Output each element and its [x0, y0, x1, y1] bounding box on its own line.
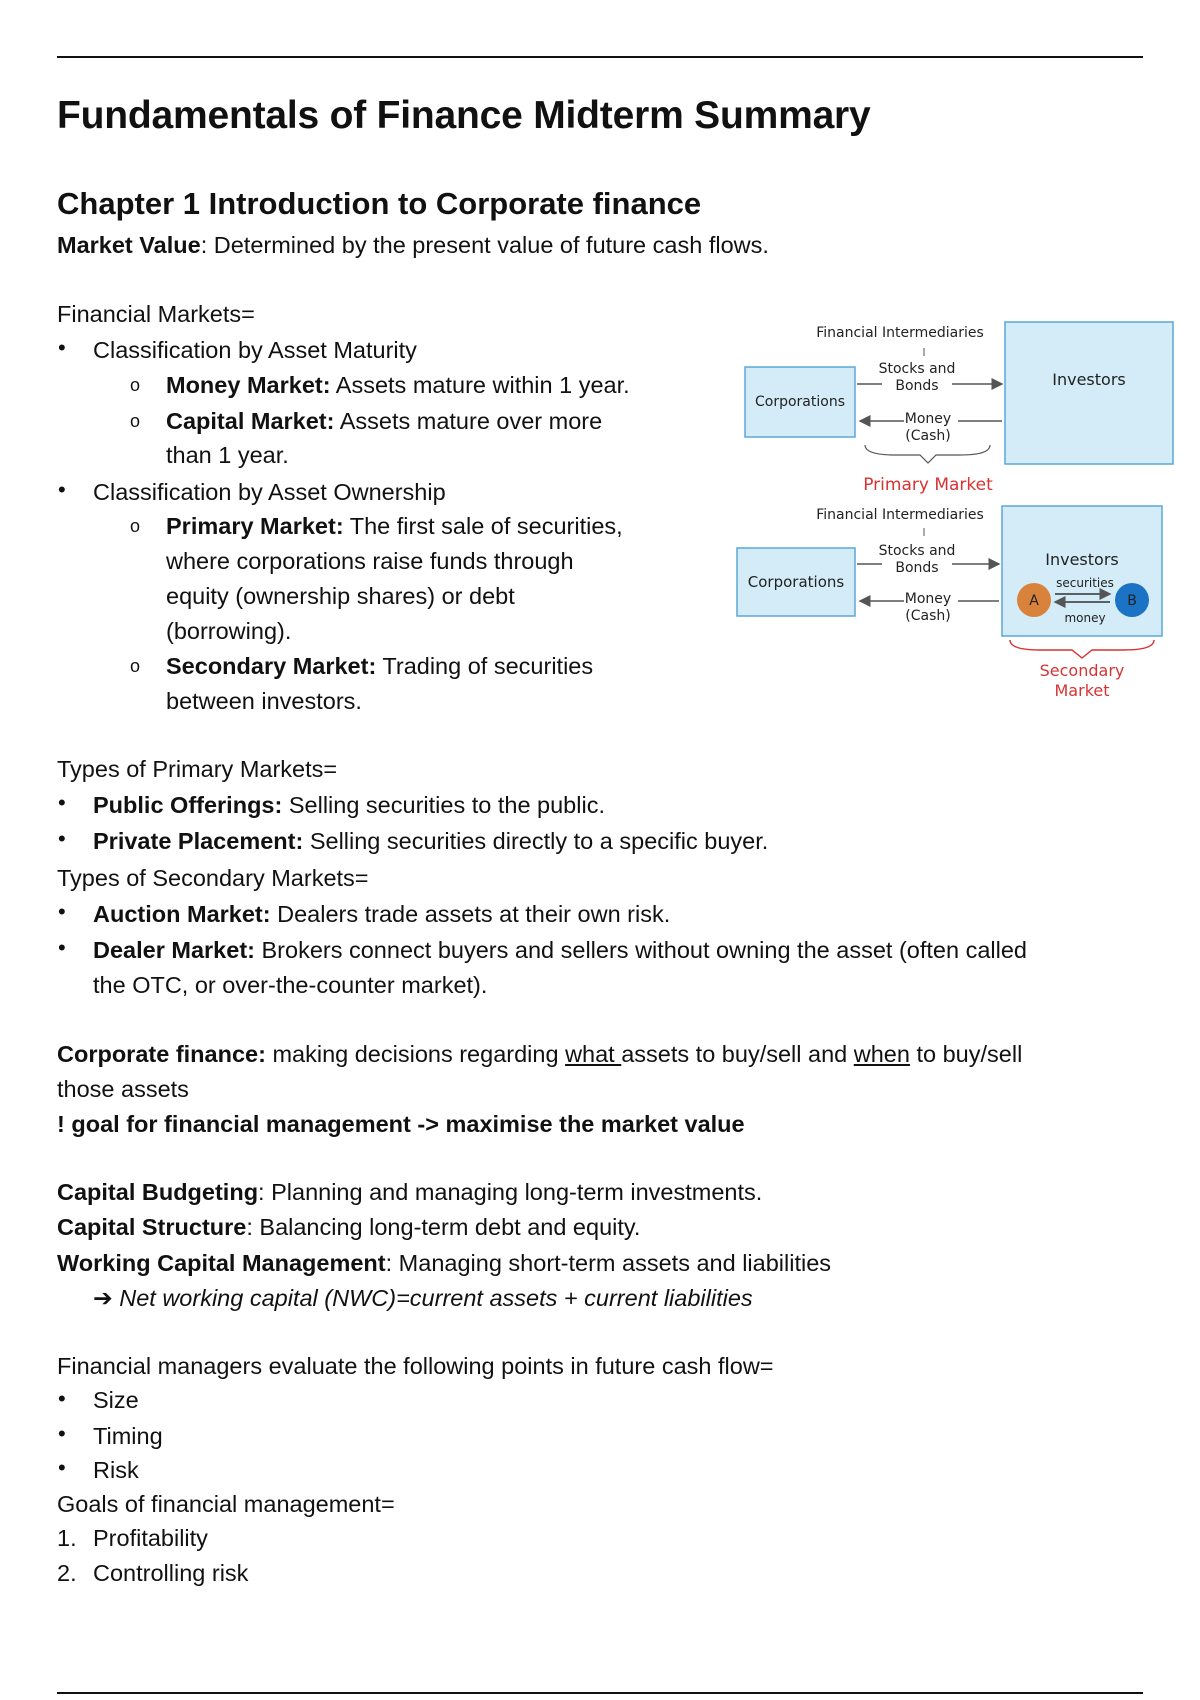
goal-item: Profitability [93, 1525, 208, 1551]
public-offerings-term: Public Offerings: [93, 792, 283, 818]
primary-market-line [166, 509, 623, 543]
capital-structure-line [57, 1210, 640, 1244]
top-investors-label: Investors [1052, 370, 1126, 389]
bullet-dot: • [58, 1455, 66, 1480]
top-money-label-2: (Cash) [905, 428, 951, 444]
goal-item: Controlling risk [93, 1560, 249, 1586]
working-capital-term: Working Capital Management [57, 1250, 386, 1276]
private-placement-text: Selling securities directly to a specific buyer. [303, 828, 769, 854]
market-value-line [57, 228, 769, 262]
secondary-market-text-2: between investors. [166, 688, 362, 714]
secondary-market-diagram-label-1: Secondary [1039, 661, 1125, 680]
circle-bullet: o [130, 375, 141, 395]
top-stocks-label-2: Bonds [895, 378, 939, 394]
auction-market-text: Dealers trade assets at their own risk. [270, 901, 671, 927]
bullet-dot: • [58, 899, 66, 924]
bullet-dot: • [58, 335, 66, 360]
bottom-rule [57, 1692, 1143, 1694]
bottom-stocks-label-1: Stocks and [878, 543, 956, 559]
bullet-dot: • [58, 1421, 66, 1446]
capital-market-text: Assets mature over more [334, 408, 603, 434]
capital-market-line [166, 404, 602, 438]
money-market-term: Money Market: [166, 372, 331, 398]
bottom-stocks-label-2: Bonds [895, 560, 939, 576]
capital-structure-term: Capital Structure [57, 1214, 247, 1240]
ownership-label: Classification by Asset Ownership [93, 479, 446, 505]
arrow-right-icon: ➔ [93, 1285, 113, 1311]
primary-market-text-2: where corporations raise funds through [166, 548, 574, 574]
corporate-finance-line [57, 1037, 1022, 1071]
goal-number: 1. [57, 1525, 77, 1551]
top-corporations-label: Corporations [755, 394, 845, 410]
securities-label: securities [1056, 576, 1114, 590]
goals-heading: Goals of financial management= [57, 1491, 395, 1517]
top-intermediaries-label: Financial Intermediaries [816, 325, 984, 341]
what-underlined: what [565, 1041, 622, 1067]
bullet-dot: • [58, 790, 66, 815]
primary-market-term: Primary Market: [166, 513, 344, 539]
capital-market-text-2: than 1 year. [166, 442, 289, 468]
top-money-label-1: Money [904, 411, 952, 427]
public-offerings-line [93, 788, 605, 822]
evaluation-heading: Financial managers evaluate the following points in future cash flow= [57, 1353, 774, 1379]
capital-market-term: Capital Market: [166, 408, 335, 434]
bullet-dot: • [58, 935, 66, 960]
investor-a-label: A [1029, 593, 1039, 609]
goal-number: 2. [57, 1560, 77, 1586]
money-market-text: Assets mature within 1 year. [330, 372, 630, 398]
bullet-dot: • [58, 826, 66, 851]
evaluation-item: Risk [93, 1457, 139, 1483]
corporate-finance-line-2: those assets [57, 1076, 189, 1102]
bottom-money-label-2: (Cash) [905, 608, 951, 624]
capital-budgeting-line [57, 1175, 762, 1209]
bottom-money-label-1: Money [904, 591, 952, 607]
maturity-label: Classification by Asset Maturity [93, 337, 417, 363]
private-placement-line [93, 824, 768, 858]
evaluation-item: Size [93, 1387, 139, 1413]
corporate-finance-text-3: to buy/sell [909, 1041, 1023, 1067]
nwc-formula: Net working capital (NWC)=current assets + current liabilities [119, 1285, 753, 1311]
bottom-intermediaries-label: Financial Intermediaries [816, 507, 984, 523]
capital-budgeting-term: Capital Budgeting [57, 1179, 259, 1205]
evaluation-item: Timing [93, 1423, 163, 1449]
page-title: Fundamentals of Finance Midterm Summary [57, 94, 871, 137]
working-capital-text: : Managing short-term assets and liabilities [385, 1250, 832, 1276]
capital-structure-text: : Balancing long-term debt and equity. [246, 1214, 641, 1240]
dealer-market-line [93, 933, 1027, 967]
auction-market-term: Auction Market: [93, 901, 271, 927]
financial-goal-statement: ! goal for financial management -> maximise the market value [57, 1111, 745, 1137]
working-capital-line [57, 1246, 831, 1280]
circle-bullet: o [130, 411, 141, 431]
when-underlined: when [853, 1041, 910, 1067]
secondary-market-diagram-label-2: Market [1054, 681, 1110, 700]
primary-market-diagram-label: Primary Market [863, 475, 993, 495]
circle-bullet: o [130, 516, 141, 536]
private-placement-term: Private Placement: [93, 828, 304, 854]
public-offerings-text: Selling securities to the public. [282, 792, 605, 818]
primary-market-text: The first sale of securities, [343, 513, 623, 539]
bottom-bracket [1010, 640, 1154, 658]
corporate-finance-text-1: making decisions regarding [265, 1041, 566, 1067]
investor-b-label: B [1127, 593, 1137, 609]
dealer-market-text: Brokers connect buyers and sellers without owning the asset (often called [254, 937, 1027, 963]
top-stocks-label-1: Stocks and [878, 361, 956, 377]
market-value-text: : Determined by the present value of future cash flows. [200, 232, 769, 258]
capital-budgeting-text: : Planning and managing long-term investments. [258, 1179, 763, 1205]
secondary-market-line [166, 649, 593, 683]
top-bracket [865, 445, 990, 463]
bullet-dot: • [58, 1386, 66, 1411]
money-small-label: money [1064, 611, 1106, 625]
secondary-market-term: Secondary Market: [166, 653, 377, 679]
bullet-dot: • [58, 477, 66, 502]
nwc-line [93, 1281, 753, 1315]
financial-markets-heading: Financial Markets= [57, 301, 255, 327]
secondary-types-heading: Types of Secondary Markets= [57, 865, 369, 891]
dealer-market-text-2: the OTC, or over-the-counter market). [93, 972, 488, 998]
secondary-market-text: Trading of securities [376, 653, 594, 679]
chapter-heading: Chapter 1 Introduction to Corporate finance [57, 186, 702, 221]
dealer-market-term: Dealer Market: [93, 937, 255, 963]
market-diagram-svg [710, 300, 1180, 710]
auction-market-line [93, 897, 670, 931]
primary-types-heading: Types of Primary Markets= [57, 756, 338, 782]
primary-market-text-4: (borrowing). [166, 618, 292, 644]
top-investors-box [1005, 322, 1173, 464]
primary-market-text-3: equity (ownership shares) or debt [166, 583, 515, 609]
bottom-investors-label: Investors [1045, 550, 1119, 569]
market-value-term: Market Value [57, 232, 201, 258]
market-diagram [710, 300, 1180, 710]
circle-bullet: o [130, 656, 141, 676]
corporate-finance-term: Corporate finance: [57, 1041, 266, 1067]
top-rule [57, 56, 1143, 58]
money-market-line [166, 368, 630, 402]
corporate-finance-text-2: assets to buy/sell and [621, 1041, 854, 1067]
bottom-corporations-label: Corporations [747, 573, 845, 591]
